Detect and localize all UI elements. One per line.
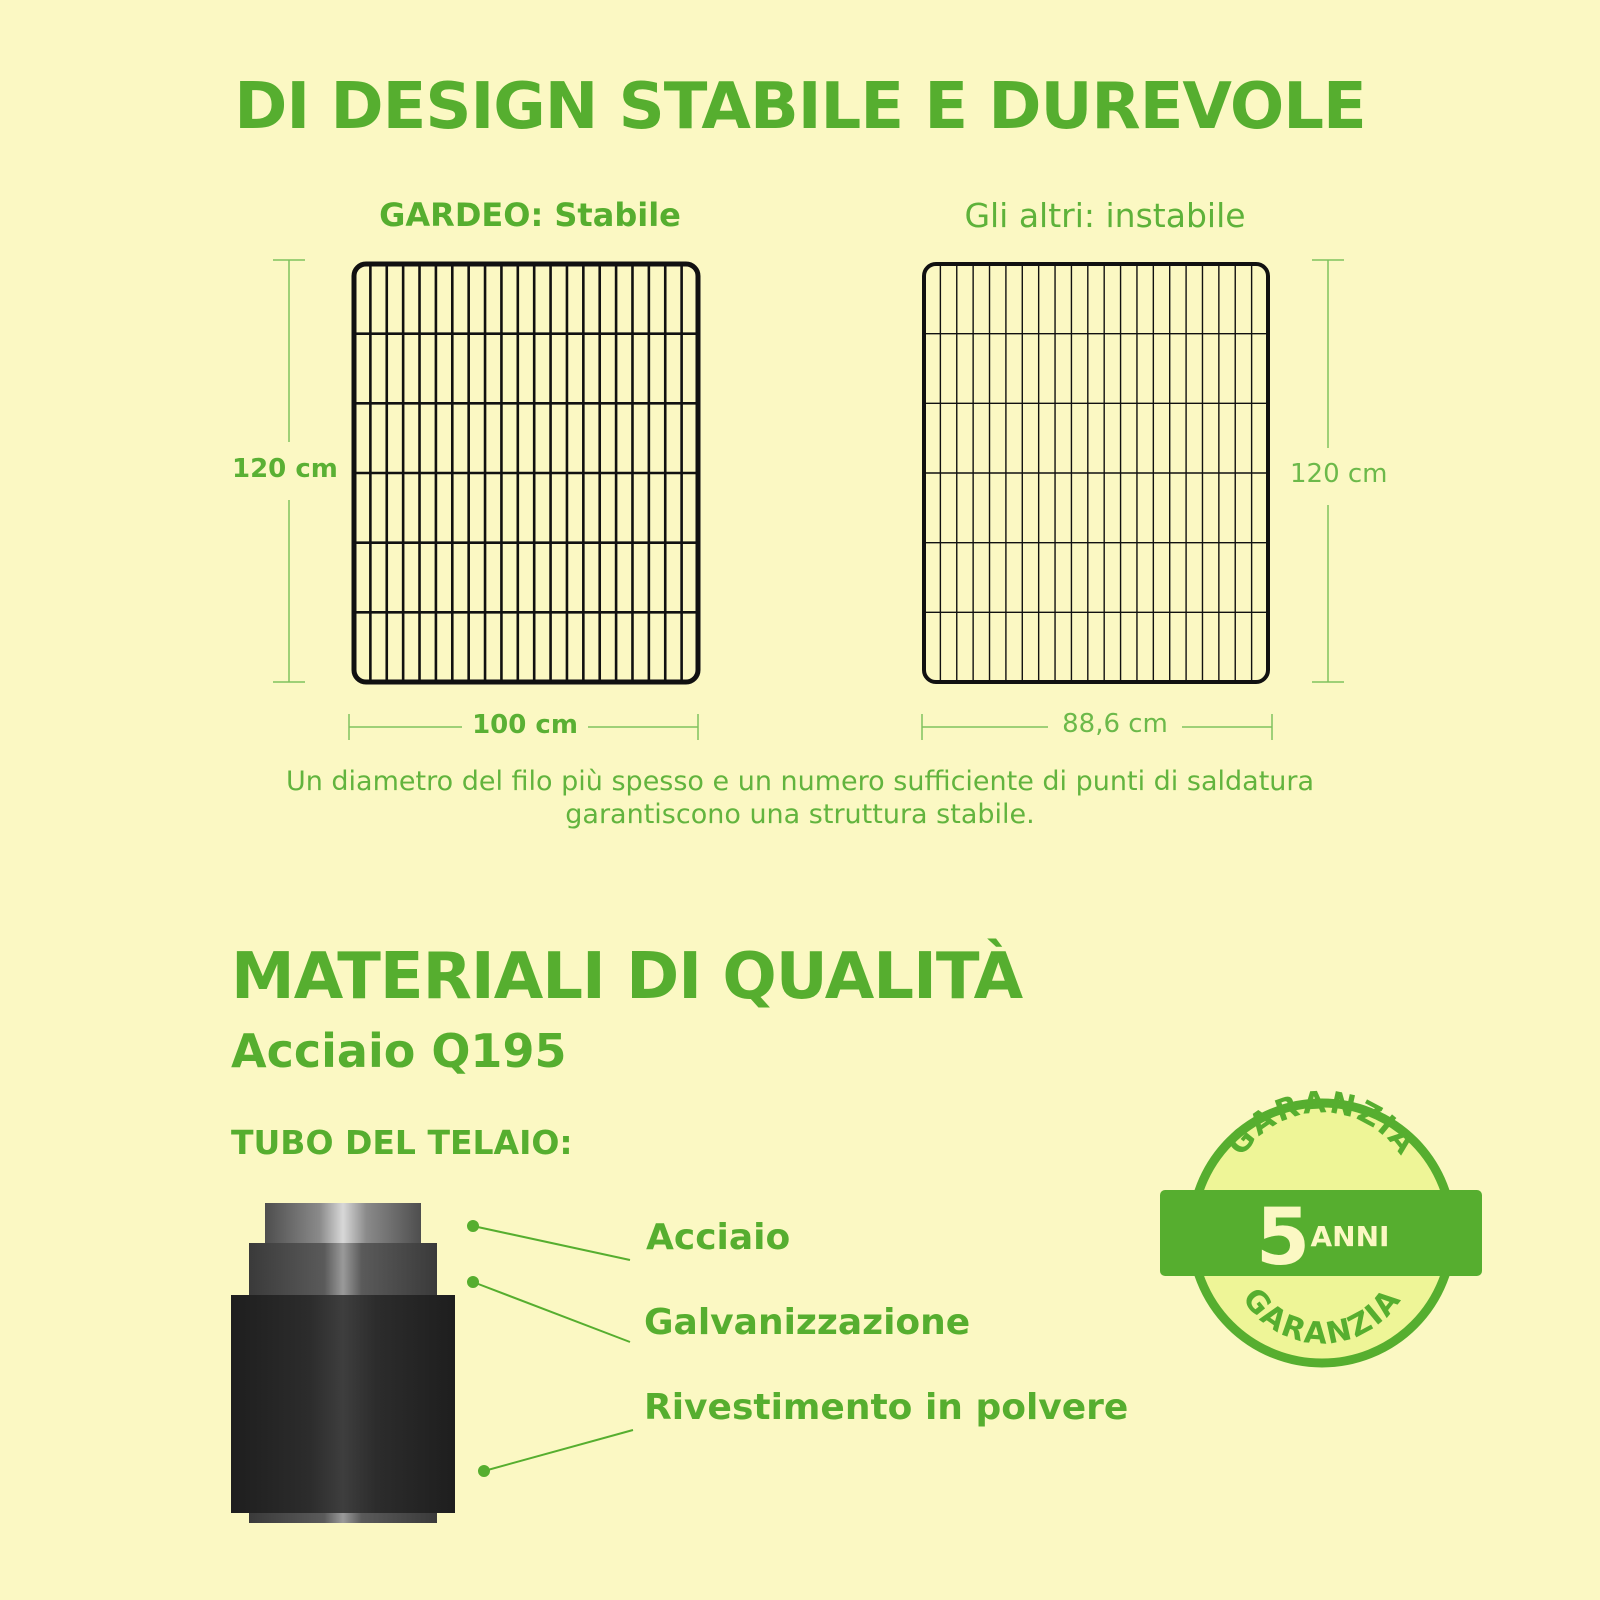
design-title: DI DESIGN STABILE E DUREVOLE: [234, 70, 1366, 144]
right-height-label: 120 cm: [1290, 459, 1388, 489]
badge-unit: ANNI: [1310, 1220, 1390, 1253]
materials-title: MATERIALI DI QUALITÀ: [231, 940, 1023, 1014]
others-label: Gli altri: instabile: [964, 196, 1246, 235]
gardeo-label: GARDEO: Stabile: [379, 196, 681, 234]
badge-arc-top: GARANZIA: [1220, 1085, 1424, 1163]
left-width-label: 100 cm: [472, 710, 578, 740]
left-height-label: 120 cm: [232, 454, 338, 484]
layer-label-steel: Acciaio: [646, 1217, 791, 1258]
description-line-2: garantiscono una struttura stabile.: [565, 799, 1035, 830]
materials-subtitle: Acciaio Q195: [231, 1024, 567, 1078]
layer-label-galvanization: Galvanizzazione: [644, 1302, 971, 1343]
layer-label-powder-coating: Rivestimento in polvere: [644, 1387, 1129, 1428]
right-width-label: 88,6 cm: [1062, 709, 1168, 739]
badge-arc-bottom: GARANZIA: [1235, 1281, 1409, 1352]
description-line-1: Un diametro del filo più spesso e un numero sufficiente di punti di saldatura: [285, 766, 1315, 797]
badge-number: 5: [1255, 1193, 1311, 1283]
tube-label: TUBO DEL TELAIO:: [231, 1123, 573, 1162]
